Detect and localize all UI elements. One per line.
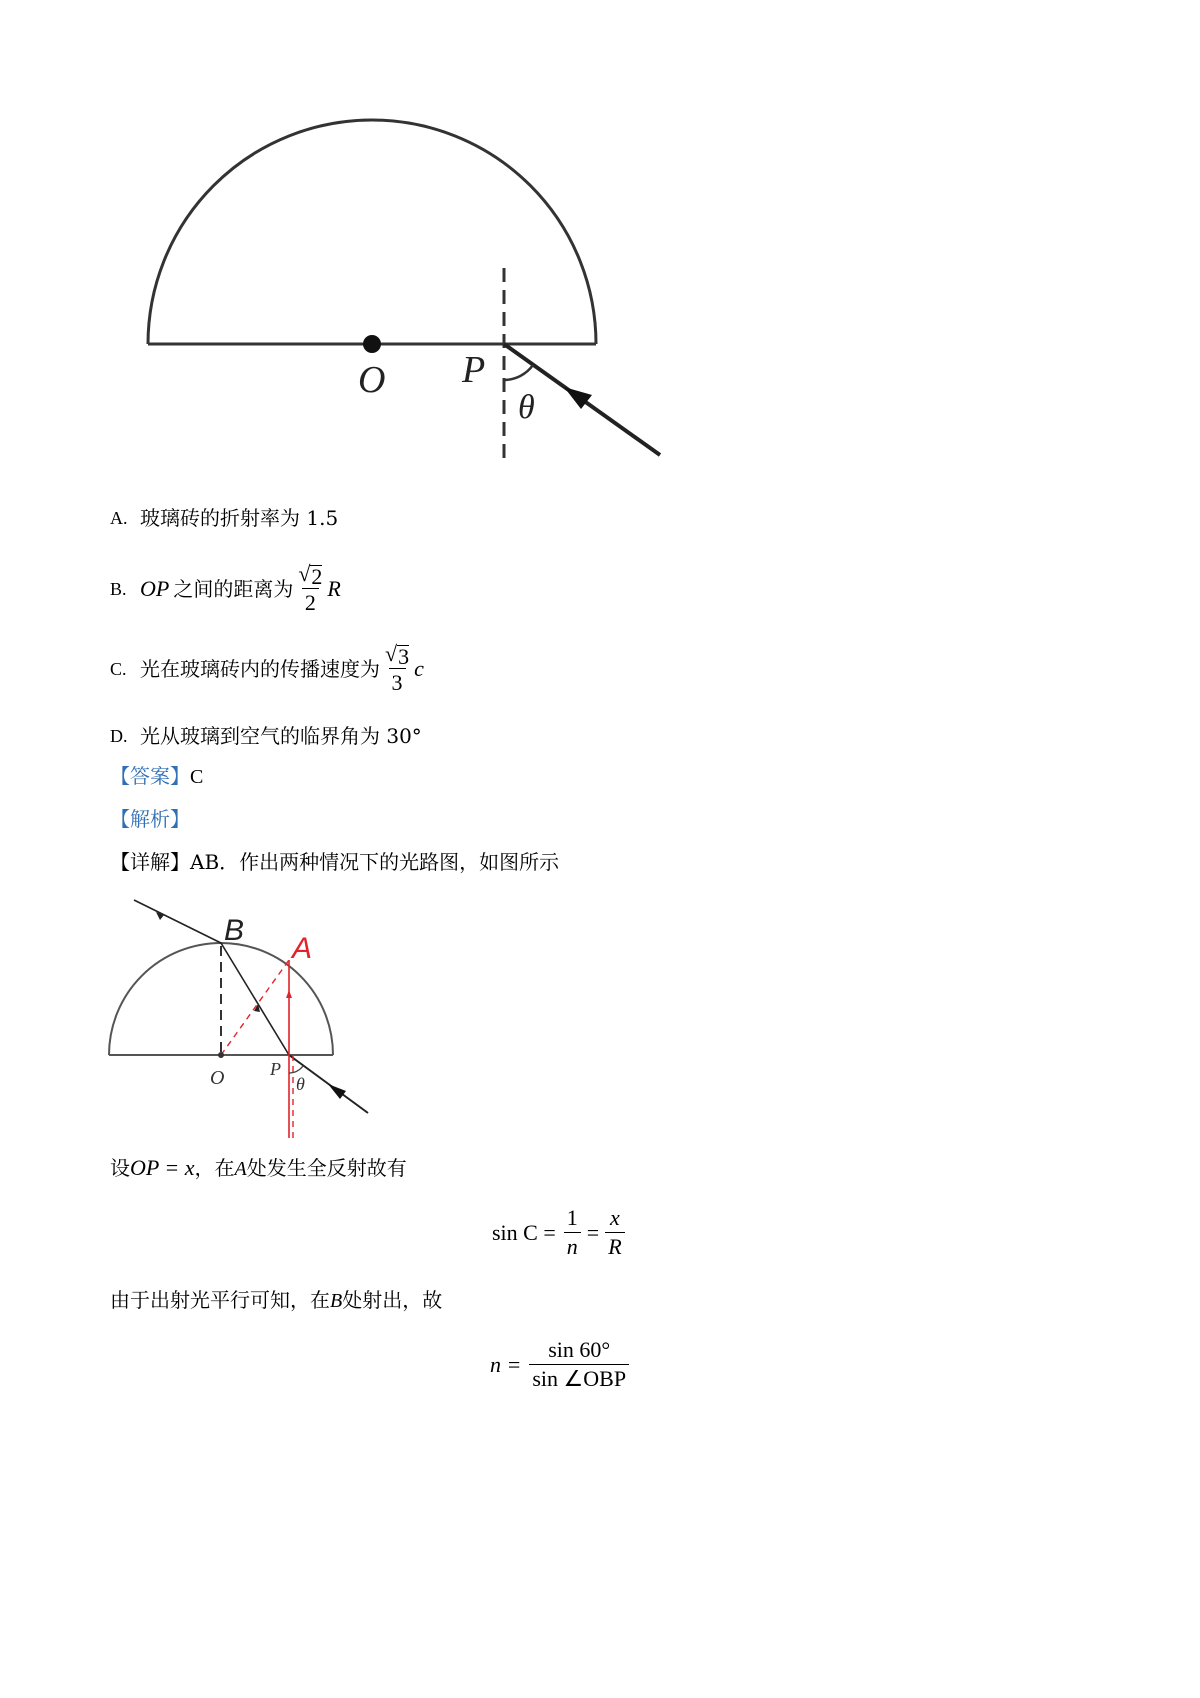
set-mid: ，在 — [194, 1156, 235, 1180]
option-b-R: R — [327, 575, 341, 601]
analysis-line — [110, 806, 190, 832]
option-b-denominator: 2 — [302, 588, 319, 617]
eq2-den: sin ∠OBP — [529, 1364, 629, 1393]
semicircle-arc — [148, 120, 596, 344]
parallel-pre: 由于出射光平行可知，在 — [110, 1288, 330, 1312]
set-expr: OP = x — [130, 1155, 195, 1180]
label-O-2: O — [210, 1067, 225, 1089]
analysis-label: 【解析】 — [110, 807, 190, 831]
option-b-letter: B. — [110, 578, 127, 599]
eq1-num1: 1 — [566, 1205, 578, 1230]
theta-arc — [504, 365, 533, 380]
option-c-numerator: 3 — [398, 644, 410, 669]
eq1-den2: R — [605, 1232, 624, 1261]
figure-light-path — [100, 914, 440, 1260]
eq1-den1: n — [564, 1232, 581, 1261]
set-var: A — [234, 1158, 247, 1180]
center-point-O — [363, 335, 381, 353]
option-d-letter: D. — [110, 726, 128, 746]
equation-critical-angle — [492, 1204, 627, 1261]
option-b-fraction: √ 2 2 — [298, 561, 323, 615]
option-b-op: OP — [140, 575, 170, 601]
option-c-text: 光在玻璃砖内的传播速度为 — [140, 656, 380, 681]
set-line — [110, 1155, 407, 1182]
eq1-frac1 — [564, 1204, 581, 1261]
arrow-incident-icon — [328, 1084, 346, 1099]
label-B: B — [224, 914, 245, 947]
parallel-post: 处射出，故 — [342, 1288, 443, 1312]
exit-ray-B — [134, 900, 221, 943]
arrow-red-icon — [286, 990, 292, 998]
equation-refractive-index — [490, 1336, 631, 1393]
eq1-lhs: sin C = — [492, 1219, 556, 1245]
option-c-c: c — [414, 655, 424, 681]
detail-label: 【详解】 — [110, 850, 190, 874]
label-P-2: P — [270, 1059, 281, 1079]
answer-label: 【答案】 — [110, 764, 190, 788]
eq1-frac2 — [605, 1204, 624, 1261]
parallel-line — [110, 1287, 442, 1314]
option-a-letter: A. — [110, 508, 128, 528]
set-post: 处发生全反射故有 — [246, 1156, 407, 1180]
eq2-num: sin 60° — [548, 1337, 611, 1362]
figure-semicircle-refraction — [140, 250, 740, 520]
label-theta-2: θ — [296, 1074, 305, 1094]
option-b — [110, 560, 341, 617]
option-b-text: 之间的距离为 — [173, 576, 294, 601]
eq2-lhs: n = — [490, 1351, 522, 1377]
eq1-num2: x — [610, 1205, 620, 1230]
set-pre: 设 — [110, 1156, 130, 1180]
option-d-text: 光从玻璃到空气的临界角为 30° — [140, 724, 422, 748]
option-a — [110, 505, 338, 531]
answer-value: C — [190, 766, 204, 788]
option-a-text: 玻璃砖的折射率为 1.5 — [140, 506, 339, 530]
theta-arc-2 — [289, 1066, 303, 1073]
label-P: P — [462, 349, 486, 391]
option-c-denominator: 3 — [389, 668, 406, 697]
eq2-frac — [529, 1336, 629, 1393]
eq1-eqs: = — [586, 1219, 600, 1245]
option-c-letter: C. — [110, 658, 127, 679]
answer-line — [110, 763, 203, 790]
parallel-var: B — [330, 1290, 343, 1312]
point-O-2 — [218, 1052, 224, 1058]
detail-line — [110, 849, 559, 875]
label-A: A — [292, 932, 313, 965]
option-c-fraction: √ 3 3 — [385, 641, 410, 695]
red-dashed-OA — [221, 960, 289, 1055]
option-b-numerator: 2 — [311, 564, 323, 589]
detail-text: AB．作出两种情况下的光路图，如图所示 — [190, 850, 560, 874]
label-O: O — [358, 359, 386, 401]
label-theta: θ — [518, 389, 535, 426]
option-c — [110, 640, 424, 697]
option-d — [110, 723, 422, 749]
